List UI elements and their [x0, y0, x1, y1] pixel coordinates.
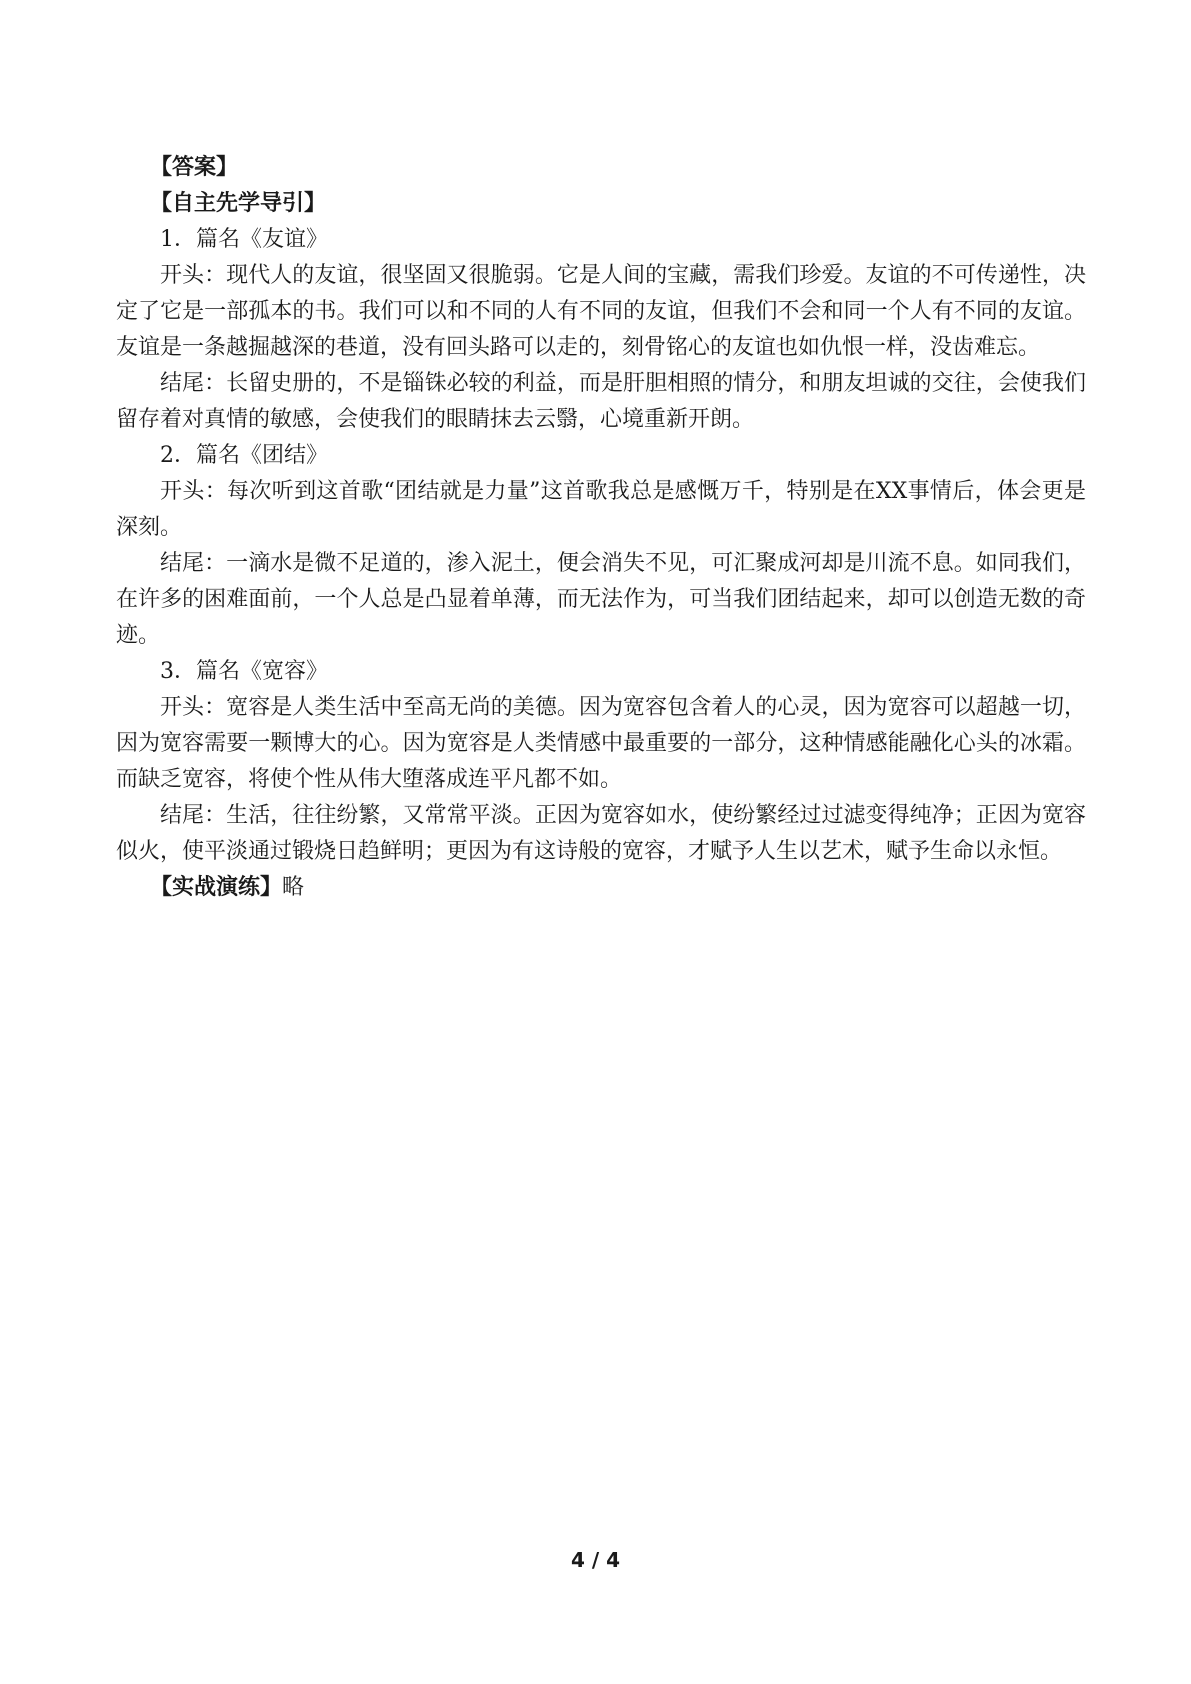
section-ending: 结尾：长留史册的，不是锱铢必较的利益，而是肝胆相照的情分，和朋友坦诚的交往，会使我们留存着对真情的敏感，会使我们的眼睛抹去云翳，心境重新开朗。 [116, 371, 1086, 432]
section-friendship [116, 222, 1086, 438]
section-title: 2．篇名《团结》 [160, 443, 328, 468]
section-opening: 开头：现代人的友谊，很坚固又很脆弱。它是人间的宝藏，需我们珍爱。友谊的不可传递性，决定了它是一部孤本的书。我们可以和不同的人有不同的友谊，但我们不会和同一个人有不同的友谊。友谊是一条越掘越深的巷道，没有回头路可以走的，刻骨铭心的友谊也如仇恨一样，没齿难忘。 [116, 263, 1086, 360]
section-unity [116, 438, 1086, 654]
section-opening: 开头：宽容是人类生活中至高无尚的美德。因为宽容包含着人的心灵，因为宽容可以超越一切，因为宽容需要一颗博大的心。因为宽容是人类情感中最重要的一部分，这种情感能融化心头的冰霜。而缺乏宽容，将使个性从伟大堕落成连平凡都不如。 [116, 695, 1086, 792]
section-title: 1．篇名《友谊》 [160, 227, 328, 252]
page-number: 4 / 4 [570, 1548, 621, 1572]
practice-text: 略 [282, 875, 305, 900]
section-ending: 结尾：生活，往往纷繁，又常常平淡。正因为宽容如水，使纷繁经过过滤变得纯净；正因为宽容似火，使平淡通过锻烧日趋鲜明；更因为有这诗般的宽容，才赋予人生以艺术，赋予生命以永恒。 [116, 803, 1086, 864]
section-opening: 开头：每次听到这首歌“团结就是力量”这首歌我总是感慨万千，特别是在XX事情后，体会更是深刻。 [116, 479, 1086, 540]
section-ending: 结尾：一滴水是微不足道的，渗入泥土，便会消失不见，可汇聚成河却是川流不息。如同我们，在许多的困难面前，一个人总是凸显着单薄，而无法作为，可当我们团结起来，却可以创造无数的奇迹。 [116, 551, 1086, 648]
document-body [116, 150, 1086, 906]
section-title: 3．篇名《宽容》 [160, 659, 328, 684]
section-tolerance [116, 654, 1086, 870]
answer-heading: 【答案】 [150, 155, 239, 180]
guide-heading: 【自主先学导引】 [150, 191, 327, 216]
practice-line [116, 870, 1086, 906]
practice-heading: 【实战演练】 [150, 875, 283, 900]
